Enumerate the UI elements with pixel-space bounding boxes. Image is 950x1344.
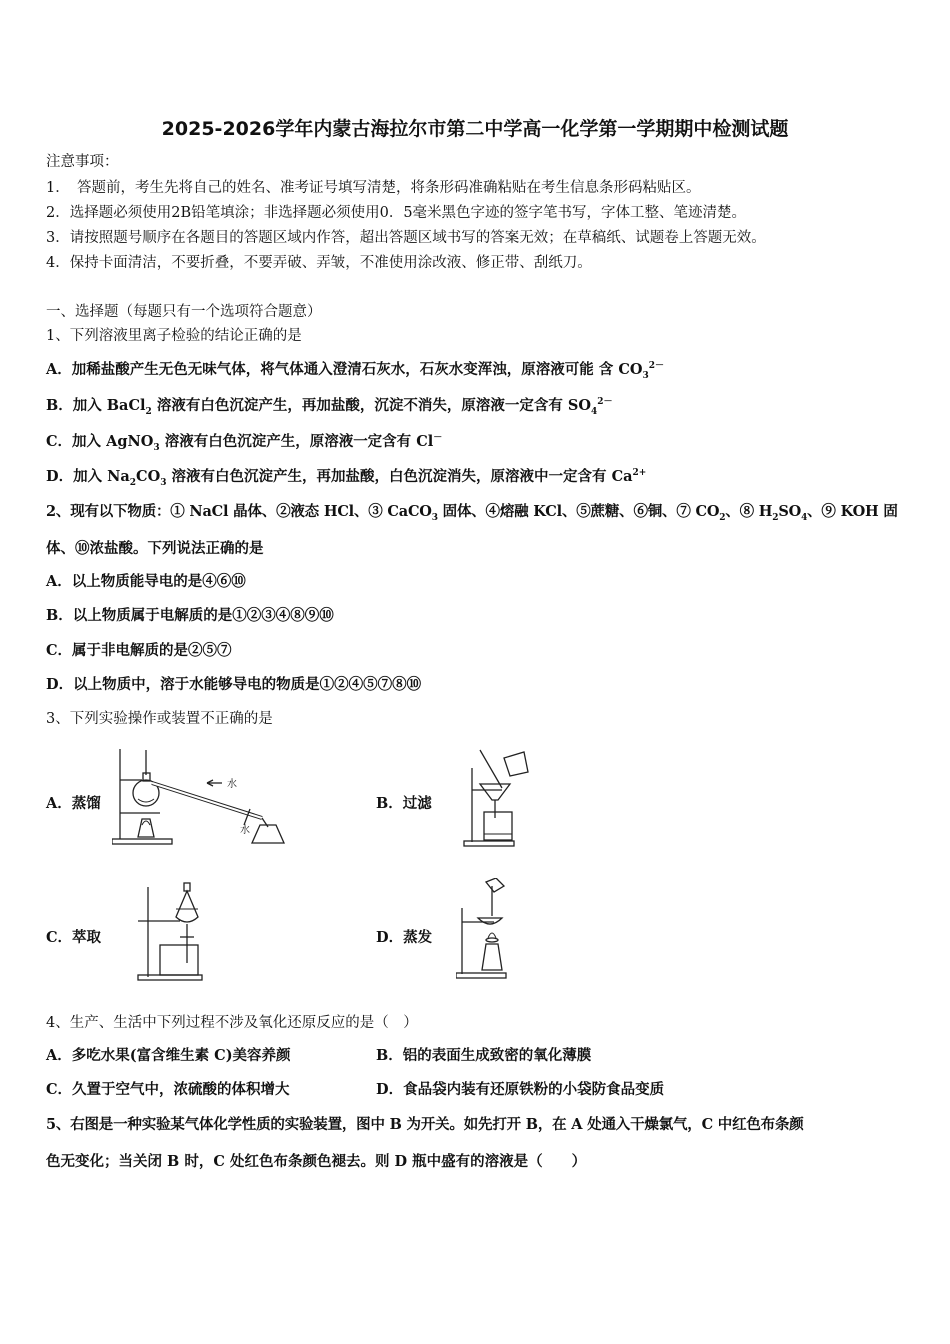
page-title: 2025-2026学年内蒙古海拉尔市第二中学高一化学第一学期期中检测试题 — [161, 118, 789, 140]
distillation-apparatus-figure — [112, 745, 290, 847]
q3-stem: 3、下列实验操作或装置不正确的是 — [46, 711, 273, 727]
notice-item-4: 4．保持卡面清洁，不要折叠，不要弄破、弄皱，不准使用涂改液、修正带、刮纸刀。 — [46, 255, 592, 271]
extraction-apparatus-figure — [134, 879, 216, 983]
q1-option-a: A．加稀盐酸产生无色无味气体，将气体通入澄清石灰水，石灰水变浑浊，原溶液可能 含 $CO_3^{2-}$ — [46, 361, 665, 381]
notice-item-2: 2．选择题必须使用2B铅笔填涂；非选择题必须使用0．5毫米黑色字迹的签字笔书写，字体工整、笔迹清楚。 — [46, 205, 747, 221]
q3-option-b: B．过滤 — [376, 795, 432, 812]
q1-option-d: D．加入 $Na_2CO_3$ 溶液有白色沉淀产生，再加盐酸，白色沉淀消失，原溶液中一定含有 $Ca^{2+}$ — [46, 468, 647, 488]
notice-item-3: 3．请按照题号顺序在各题目的答题区域内作答，超出答题区域书写的答案无效；在草稿纸、试题卷上答题无效。 — [46, 230, 766, 246]
q3-option-a: A．蒸馏 — [46, 795, 101, 812]
q4-option-a: A．多吃水果(富含维生素 C)美容养颜 — [46, 1047, 291, 1064]
water-inlet-label: 水 — [227, 779, 237, 790]
notice-item-1: 1． 答题前，考生先将自己的姓名、准考证号填写清楚，将条形码准确粘贴在考生信息条形码粘贴区。 — [46, 180, 701, 196]
q3-option-c: C．萃取 — [46, 929, 102, 946]
q2-option-b: B．以上物质属于电解质的是①②③④⑧⑨⑩ — [46, 607, 334, 624]
q1-stem: 1、下列溶液里离子检验的结论正确的是 — [46, 328, 302, 344]
q5-stem-line2: 色无变化；当关闭 B 时，C 处红色布条颜色褪去。则 D 瓶中盛有的溶液是（ ） — [46, 1153, 587, 1170]
q2-option-d: D．以上物质中，溶于水能够导电的物质是①②④⑤⑦⑧⑩ — [46, 676, 422, 693]
q4-option-c: C．久置于空气中，浓硫酸的体积增大 — [46, 1081, 290, 1098]
q2-stem-line2: 体、⑩浓盐酸。下列说法正确的是 — [46, 540, 264, 557]
evaporation-apparatus-figure — [456, 878, 526, 980]
q4-stem: 4、生产、生活中下列过程不涉及氧化还原反应的是（ ） — [46, 1015, 418, 1031]
q5-stem-line1: 5、右图是一种实验某气体化学性质的实验装置，图中 B 为开关。如先打开 B，在 A 处通入干燥氯气，C 中红色布条颜 — [46, 1116, 804, 1133]
water-outlet-label: 水 — [240, 825, 250, 836]
q1-option-c: C．加入 AgNO$_3$ 溶液有白色沉淀产生，原溶液一定含有 Cl－ — [46, 433, 443, 453]
q4-option-b: B．铝的表面生成致密的氧化薄膜 — [376, 1047, 592, 1064]
q1-option-b: B．加入 BaCl$_2$ 溶液有白色沉淀产生，再加盐酸，沉淀不消失，原溶液一定含有 $SO_4^{2-}$ — [46, 397, 613, 417]
section-heading: 一、选择题（每题只有一个选项符合题意） — [46, 304, 322, 320]
q2-stem-line1: 2、现有以下物质：① NaCl 晶体、②液态 HCl、③ CaCO$_3$ 固体、④熔融 KCl、⑤蔗糖、⑥铜、⑦ $CO_2$、⑧ $H_2SO_4$、⑨ KOH 固 — [46, 503, 898, 523]
q2-option-a: A．以上物质能导电的是④⑥⑩ — [46, 573, 246, 590]
filtration-apparatus-figure — [462, 748, 532, 848]
q4-option-d: D．食品袋内装有还原铁粉的小袋防食品变质 — [376, 1081, 665, 1098]
q3-option-d: D．蒸发 — [376, 929, 433, 946]
notice-heading: 注意事项： — [46, 154, 119, 170]
q2-option-c: C．属于非电解质的是②⑤⑦ — [46, 642, 232, 659]
